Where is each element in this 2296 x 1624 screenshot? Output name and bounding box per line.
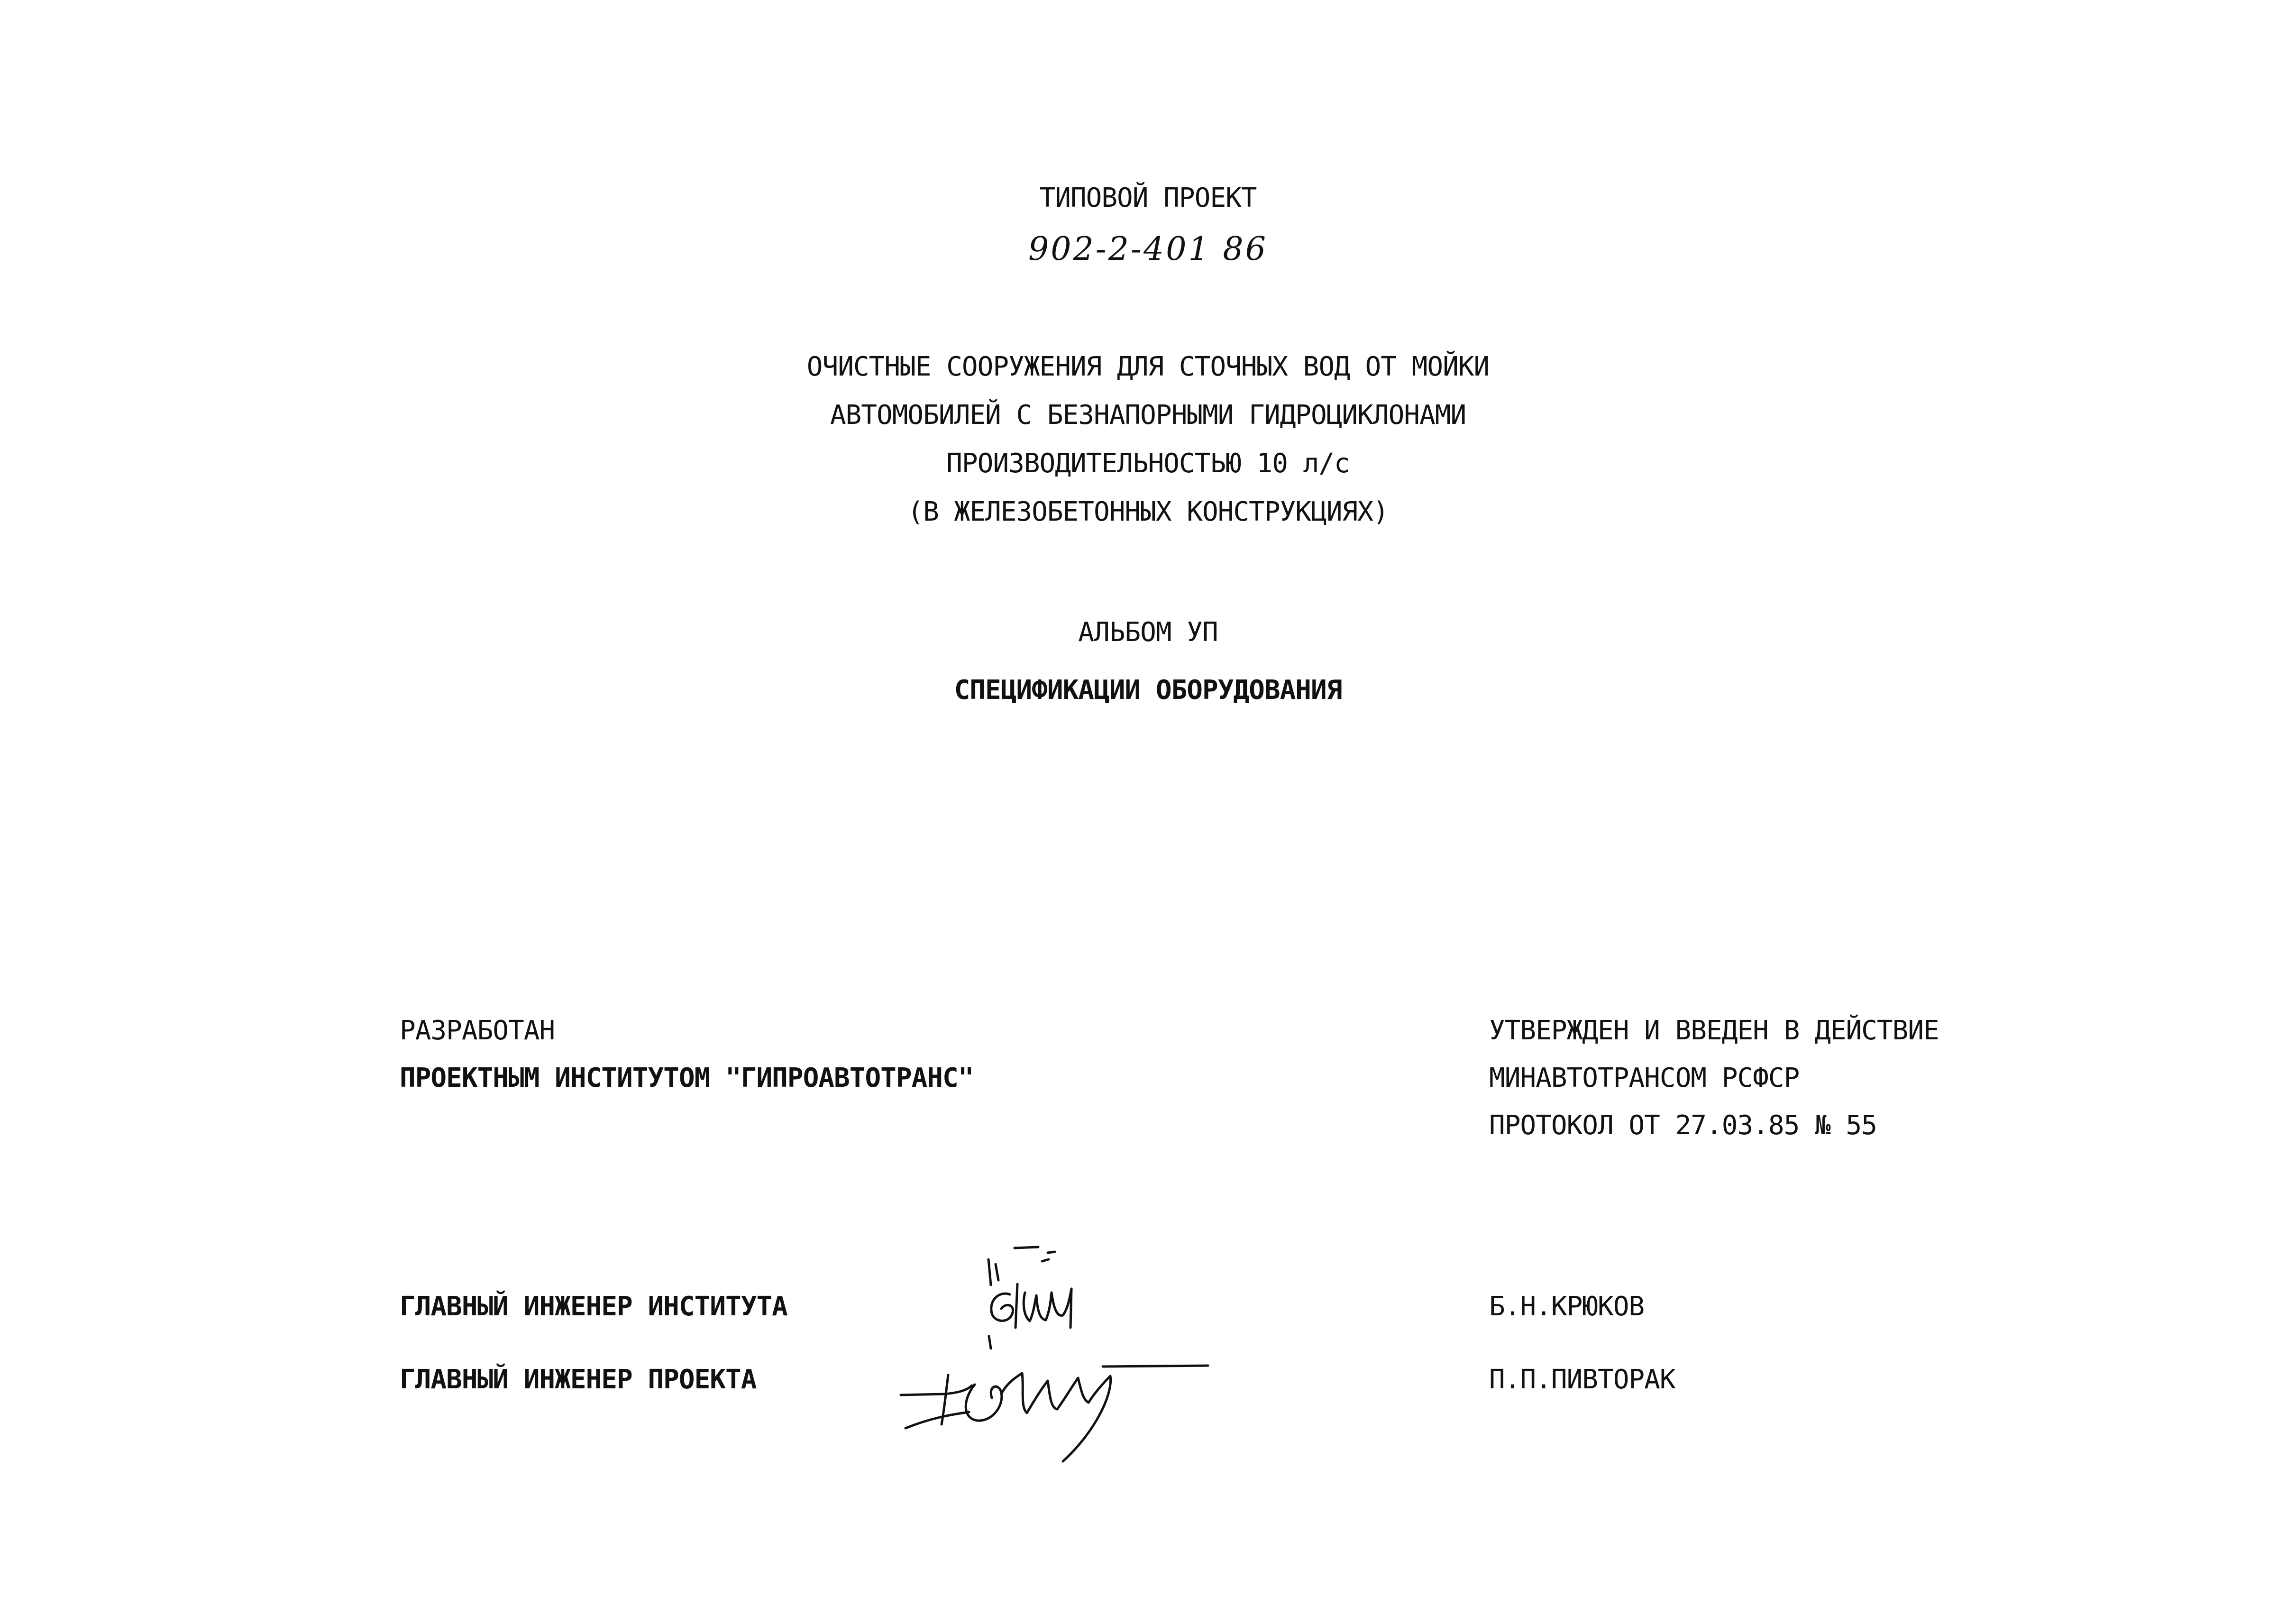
developed-label: РАЗРАБОТАН [400, 1015, 555, 1046]
title-line-2: АВТОМОБИЛЕЙ С БЕЗНАПОРНЫМИ ГИДРОЦИКЛОНАМИ [830, 400, 1466, 431]
signatory-name-chief-engineer-project: П.П.ПИВТОРАК [1489, 1364, 1675, 1395]
approval-protocol: ПРОТОКОЛ ОТ 27.03.85 № 55 [1489, 1110, 1877, 1141]
signatory-role-chief-engineer-institute: ГЛАВНЫЙ ИНЖЕНЕР ИНСТИТУТА [400, 1291, 787, 1322]
signatory-role-chief-engineer-project: ГЛАВНЫЙ ИНЖЕНЕР ПРОЕКТА [400, 1364, 757, 1395]
approved-by: МИНАВТОТРАНСОМ РСФСР [1489, 1063, 1800, 1093]
title-line-4: (В ЖЕЛЕЗОБЕТОННЫХ КОНСТРУКЦИЯХ) [907, 496, 1389, 527]
approved-label: УТВЕРЖДЕН И ВВЕДЕН В ДЕЙСТВИЕ [1489, 1015, 1939, 1046]
album-label: АЛЬБОМ УП [1078, 617, 1218, 648]
doc-number-handwritten: 902-2-401 86 [1028, 230, 1268, 268]
handwritten-signatures [891, 1233, 1242, 1498]
signatory-name-chief-engineer-institute: Б.Н.КРЮКОВ [1489, 1291, 1645, 1322]
album-subject: СПЕЦИФИКАЦИИ ОБОРУДОВАНИЯ [954, 675, 1342, 706]
doc-type-heading: ТИПОВОЙ ПРОЕКТ [1039, 183, 1257, 213]
title-line-1: ОЧИСТНЫЕ СООРУЖЕНИЯ ДЛЯ СТОЧНЫХ ВОД ОТ МОЙКИ [806, 351, 1490, 382]
title-line-3: ПРОИЗВОДИТЕЛЬНОСТЬЮ 10 л/с [946, 448, 1350, 479]
developed-by: ПРОЕКТНЫМ ИНСТИТУТОМ "ГИПРОАВТОТРАНС" [400, 1063, 974, 1093]
